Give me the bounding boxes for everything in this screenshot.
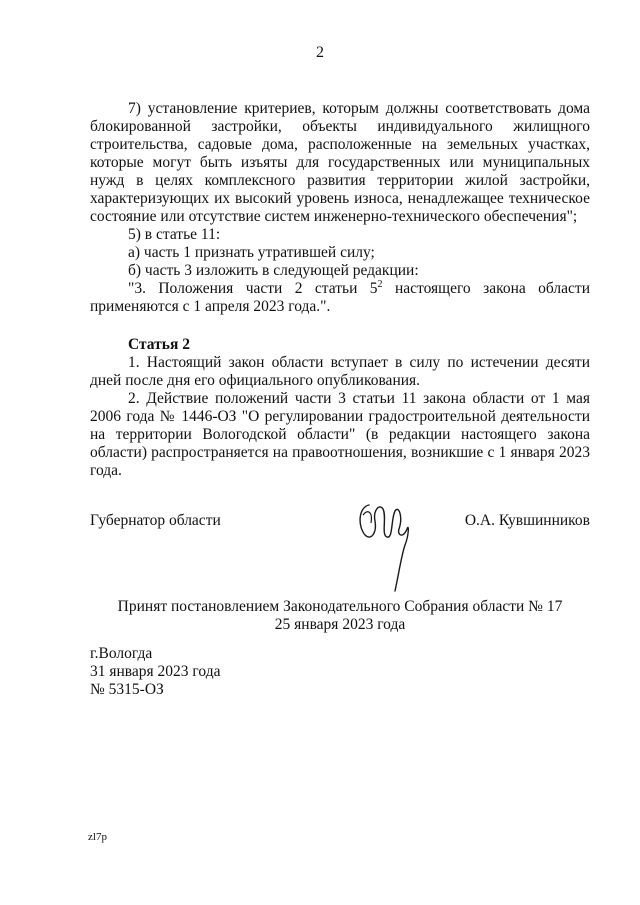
place-date-number: [90, 645, 390, 699]
quote-text-before: "3. Положения части 2 статьи 5: [128, 280, 378, 297]
paragraph-part-1: а) часть 1 признать утратившей силу;: [128, 244, 375, 261]
law-number: № 5315-ОЗ: [90, 681, 164, 698]
document-code: zl7p: [88, 831, 107, 843]
adoption-note: [90, 598, 590, 634]
page-number: 2: [316, 44, 324, 61]
adoption-line-1: Принят постановлением Законодательного Собрания области № 17: [117, 598, 563, 615]
article-2-item-1: 1. Настоящий закон области вступает в силу по истечении десяти дней после дня его официального опубликования.: [90, 354, 590, 389]
quote-text-after: настоящего закона области применяются с 1 апреля 2023 года.".: [90, 280, 590, 315]
paragraph-item-7: 7) установление критериев, которым должны соответствовать дома блокированной застройки, объекты индивидуального жилищного строительства, садовые дома, расположенные на земельных участках, которые могут быть изъяты для государственных или муниципальных нужд в целях комплексного развития территории жилой застройки, характеризующих их высокий уровень износа, ненадлежащее техническое состояние или отсутствие систем инженерно-технического обеспечения";: [90, 100, 590, 225]
quoted-new-wording: [90, 280, 590, 316]
article-2-item-2: 2. Действие положений части 3 статьи 11 закона области от 1 мая 2006 года № 1446-ОЗ "О регулировании градостроительной деятельности на территории Вологодской области" (в редакции настоящего закона области) распространяется на правоотношения, возникшие с 1 января 2023 года.: [90, 390, 590, 479]
city: г.Вологда: [90, 645, 153, 662]
governor-name: О.А. Кувшинников: [464, 512, 590, 529]
article-2-heading: Статья 2: [128, 336, 190, 353]
paragraph-article-11: 5) в статье 11:: [128, 226, 221, 243]
governor-title: Губернатор области: [90, 512, 221, 529]
signature-row: [90, 512, 590, 532]
adoption-line-2: 25 января 2023 года: [274, 616, 406, 633]
document-body: [90, 100, 590, 480]
paragraph-part-3: б) часть 3 изложить в следующей редакции:: [128, 262, 419, 279]
quote-superscript: 2: [377, 278, 383, 290]
signing-date: 31 января 2023 года: [90, 663, 221, 680]
handwritten-signature: [355, 495, 415, 595]
